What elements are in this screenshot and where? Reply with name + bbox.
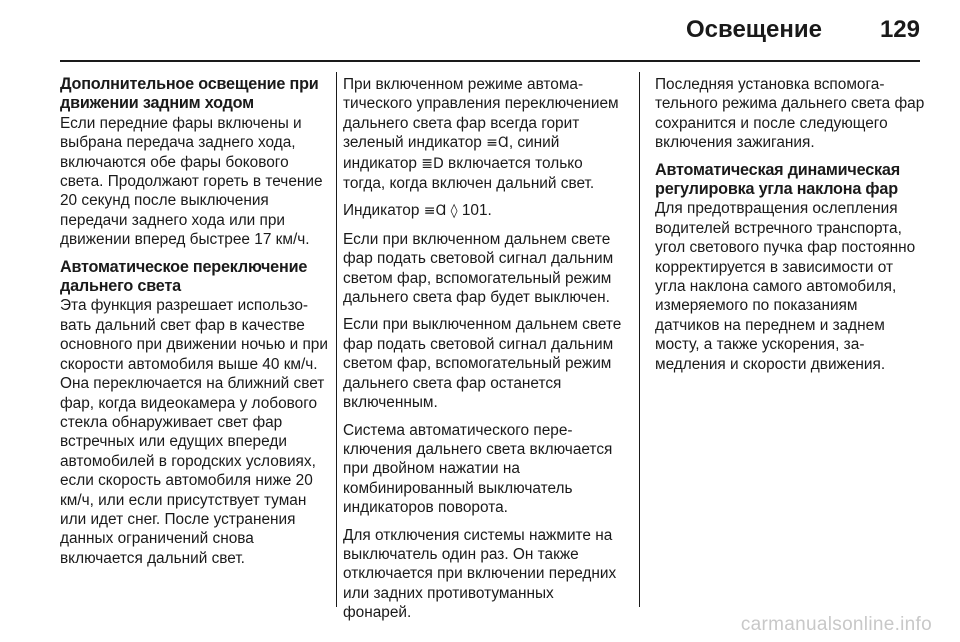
paragraph: Индикатор ≡Ɑ ◊ 101. [343, 201, 624, 221]
paragraph: Система автоматического переключения дальнего света включается при двойном нажатии на комбинированный выключатель индикаторов поворота. [343, 421, 613, 517]
paragraph: Последняя установка вспомогательного режима дальнего света фар сохранится и после следующего включения зажигания. [655, 76, 925, 152]
paragraph: Для отключения системы нажмите на выключатель один раз. Он также отключается при включении передних или задних противотуманных фонарей. [343, 526, 617, 622]
header-rule [60, 60, 920, 62]
section-heading-dynamic-leveling: Автоматическая динамическая регулировка угла наклона фар [655, 160, 900, 199]
paragraph: Для предотвращения ослепления водителей встречного транспорта, угол светового пучка фар постоянно корректируется в зависимости от угла наклона самого автомобиля, измеряемого по показаниям датчиков на переднем и заднем мосту, а также ускорения, замедления и скорости движения. [655, 200, 916, 373]
column-divider [336, 72, 337, 607]
paragraph: Если при выключенном дальнем свете фар подать световой сигнал дальним светом фар, вспомогательный режим дальнего света фар останется включенным. [343, 316, 622, 412]
watermark: carmanualsonline.info [740, 614, 932, 635]
page-number: 129 [879, 16, 920, 43]
page-reference-icon: ◊ [450, 203, 458, 220]
page-header [60, 0, 920, 58]
page-title: Освещение [686, 16, 822, 43]
auto-high-beam-indicator-icon: ≡Ɑ [486, 135, 509, 152]
section-heading-reverse-lighting: Дополнительное освещение при движении задним ходом [60, 75, 319, 113]
high-beam-indicator-icon: ≣D [421, 155, 444, 172]
auto-high-beam-indicator-icon: ≡Ɑ [423, 203, 447, 220]
paragraph: Эта функция разрешает использовать дальний свет фар в качестве основного при движении ночью и при скорости автомобиля выше 40 км/ч. Она переключается на ближний свет фар, когда видеокамера у лобового стекла обнаруживает свет фар встречных или едущих впереди автомобилей в городских условиях, если скорость автомобиля ниже 20 км/ч, или если присутствует туман или идет снег. После устранения данных ограничений снова включается дальний свет. [60, 297, 328, 567]
column-divider [639, 72, 640, 607]
column-3 [655, 75, 925, 382]
paragraph: Если передние фары включены и выбрана передача заднего хода, включаются обе фары бокового света. Продолжают гореть в течение 20 секунд после выключения передачи заднего хода или при движении вперед быстрее 17 км/ч. [60, 114, 323, 249]
column-1 [60, 75, 328, 576]
column-2 [343, 75, 624, 631]
paragraph: При включенном режиме автоматического управления переключением дальнего света фар всегда горит зеленый индикатор ≡Ɑ, синий индикатор ≣D включается только тогда, когда включен дальний свет. [343, 76, 619, 193]
section-heading-auto-high-beam: Автоматическое переключение дальнего света [60, 257, 308, 296]
paragraph: Если при включенном дальнем свете фар подать световой сигнал дальним светом фар, вспомогательный режим дальнего света фар будет выключен. [343, 230, 614, 307]
